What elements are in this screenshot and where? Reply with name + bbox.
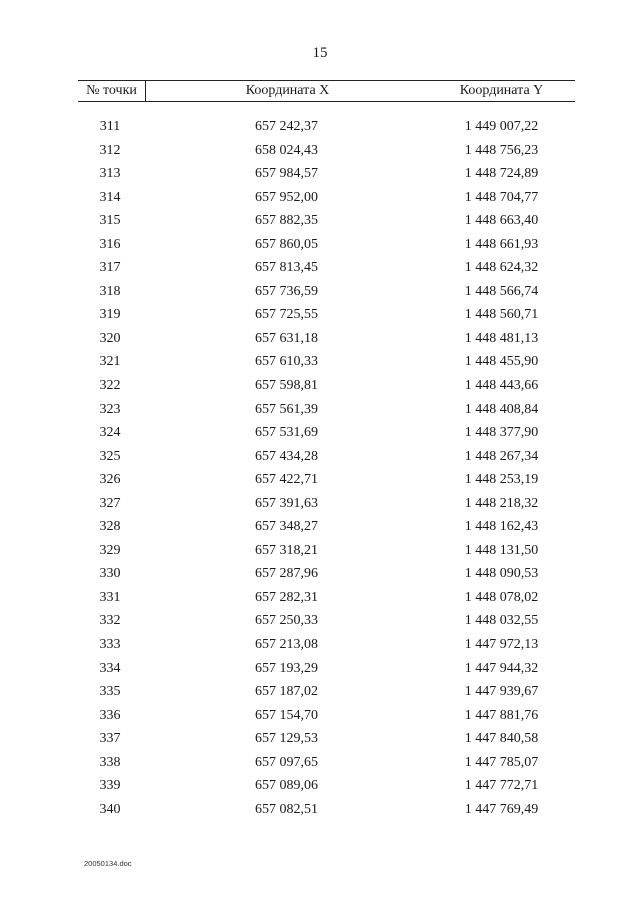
coordinate-y-cell: 1 448 663,40: [464, 213, 539, 229]
table-header: [78, 80, 575, 102]
point-number-cell: 331: [99, 589, 121, 605]
coordinate-x-cell: 657 129,53: [255, 731, 318, 747]
coordinate-y-cell: 1 448 560,71: [464, 307, 539, 323]
coordinate-y-cell: 1 448 704,77: [464, 189, 539, 205]
coordinate-x-cell: 657 282,31: [255, 589, 318, 605]
coordinates-table-body: [78, 115, 575, 821]
coordinate-y-cell: 1 448 566,74: [464, 283, 539, 299]
coordinate-x-cell: 657 348,27: [255, 519, 318, 535]
point-number-cell: 332: [99, 613, 121, 629]
point-number-cell: 327: [99, 495, 121, 511]
table-row: [78, 539, 575, 563]
coordinate-x-cell: 657 193,29: [255, 660, 318, 676]
table-row: [78, 798, 575, 822]
point-number-cell: 317: [99, 260, 121, 276]
coordinate-x-cell: 657 391,63: [255, 495, 318, 511]
table-row: [78, 468, 575, 492]
table-row: [78, 398, 575, 422]
coordinate-y-cell: 1 448 090,53: [464, 566, 539, 582]
coordinate-y-cell: 1 448 455,90: [464, 354, 539, 370]
coordinate-y-cell: 1 448 756,23: [464, 142, 539, 158]
table-row: [78, 774, 575, 798]
point-number-cell: 321: [99, 354, 121, 370]
table-row: [78, 186, 575, 210]
table-row: [78, 350, 575, 374]
coordinate-x-cell: 657 097,65: [255, 754, 318, 770]
coordinate-y-cell: 1 448 377,90: [464, 425, 539, 441]
table-row: [78, 445, 575, 469]
coordinate-y-cell: 1 447 944,32: [464, 660, 539, 676]
coordinate-y-cell: 1 449 007,22: [464, 119, 539, 134]
table-row: [78, 609, 575, 633]
table-row: [78, 280, 575, 304]
coordinate-x-cell: 657 422,71: [255, 472, 318, 488]
coordinate-y-cell: 1 448 162,43: [464, 519, 539, 535]
coordinate-x-cell: 657 610,33: [255, 354, 318, 370]
coordinate-x-cell: 657 531,69: [255, 425, 318, 441]
coordinate-x-cell: 657 631,18: [255, 330, 318, 346]
table-row: [78, 751, 575, 775]
coordinate-x-cell: 657 187,02: [255, 684, 318, 700]
point-number-cell: 325: [99, 448, 121, 464]
coordinate-x-cell: 657 860,05: [255, 236, 318, 252]
coordinate-x-cell: 657 813,45: [255, 260, 318, 276]
table-row: [78, 256, 575, 280]
coordinate-y-cell: 1 448 032,55: [464, 613, 539, 629]
coordinate-y-cell: 1 447 785,07: [464, 754, 539, 770]
coordinate-y-cell: 1 448 078,02: [464, 589, 539, 605]
table-row: [78, 727, 575, 751]
table-row: [78, 515, 575, 539]
table-row: [78, 492, 575, 516]
point-number-cell: 312: [99, 142, 121, 158]
header-coordinate-y: Координата Y: [459, 83, 544, 98]
table-row: [78, 209, 575, 233]
table-row: [78, 139, 575, 163]
point-number-cell: 337: [99, 731, 121, 747]
point-number-cell: 319: [99, 307, 121, 323]
coordinate-y-cell: 1 448 481,13: [464, 330, 539, 346]
coordinate-y-cell: 1 448 624,32: [464, 260, 539, 276]
point-number-cell: 334: [99, 660, 121, 676]
point-number-cell: 311: [99, 119, 121, 134]
coordinate-x-cell: 657 082,51: [255, 801, 318, 817]
point-number-cell: 324: [99, 425, 121, 441]
coordinate-y-cell: 1 447 939,67: [464, 684, 539, 700]
coordinate-x-cell: 657 561,39: [255, 401, 318, 417]
coordinate-y-cell: 1 447 972,13: [464, 637, 539, 653]
table-row: [78, 303, 575, 327]
table-row: [78, 327, 575, 351]
table-row: [78, 562, 575, 586]
coordinate-y-cell: 1 447 772,71: [464, 778, 539, 794]
coordinate-x-cell: 657 242,37: [255, 119, 318, 134]
coordinate-y-cell: 1 447 769,49: [464, 801, 539, 817]
coordinate-y-cell: 1 448 253,19: [464, 472, 539, 488]
point-number-cell: 338: [99, 754, 121, 770]
point-number-cell: 313: [99, 166, 121, 182]
point-number-cell: 336: [99, 707, 121, 723]
point-number-cell: 329: [99, 542, 121, 558]
coordinate-x-cell: 657 213,08: [255, 637, 318, 653]
point-number-cell: 320: [99, 330, 121, 346]
table-row: [78, 680, 575, 704]
coordinate-y-cell: 1 448 408,84: [464, 401, 539, 417]
table-row: [78, 586, 575, 610]
table-row: [78, 374, 575, 398]
coordinate-x-cell: 658 024,43: [255, 142, 318, 158]
coordinate-x-cell: 657 250,33: [255, 613, 318, 629]
point-number-cell: 323: [99, 401, 121, 417]
table-row: [78, 115, 575, 139]
table-row: [78, 657, 575, 681]
coordinate-x-cell: 657 736,59: [255, 283, 318, 299]
coordinate-x-cell: 657 089,06: [255, 778, 318, 794]
point-number-cell: 339: [99, 778, 121, 794]
point-number-cell: 330: [99, 566, 121, 582]
header-point-number: № точки: [86, 83, 137, 98]
coordinate-y-cell: 1 447 881,76: [464, 707, 539, 723]
coordinate-y-cell: 1 447 840,58: [464, 731, 539, 747]
coordinate-y-cell: 1 448 131,50: [464, 542, 539, 558]
point-number-cell: 328: [99, 519, 121, 535]
table-row: [78, 162, 575, 186]
coordinate-y-cell: 1 448 218,32: [464, 495, 539, 511]
coordinate-x-cell: 657 318,21: [255, 542, 318, 558]
coordinate-x-cell: 657 984,57: [255, 166, 318, 182]
point-number-cell: 340: [99, 801, 121, 817]
table-row: [78, 233, 575, 257]
coordinate-x-cell: 657 882,35: [255, 213, 318, 229]
point-number-cell: 335: [99, 684, 121, 700]
point-number-cell: 315: [99, 213, 121, 229]
point-number-cell: 326: [99, 472, 121, 488]
coordinate-x-cell: 657 725,55: [255, 307, 318, 323]
point-number-cell: 322: [99, 378, 121, 394]
point-number-cell: 314: [99, 189, 121, 205]
table-row: [78, 704, 575, 728]
header-coordinate-x: Координата X: [145, 81, 429, 101]
coordinate-x-cell: 657 434,28: [255, 448, 318, 464]
coordinate-x-cell: 657 154,70: [255, 707, 318, 723]
point-number-cell: 316: [99, 236, 121, 252]
coordinate-y-cell: 1 448 724,89: [464, 166, 539, 182]
coordinate-y-cell: 1 448 661,93: [464, 236, 539, 252]
point-number-cell: 333: [99, 637, 121, 653]
coordinate-x-cell: 657 952,00: [255, 189, 318, 205]
table-row: [78, 421, 575, 445]
footer-filename: 20050134.doc: [84, 859, 132, 868]
point-number-cell: 318: [99, 283, 121, 299]
coordinate-x-cell: 657 598,81: [255, 378, 318, 394]
coordinate-y-cell: 1 448 443,66: [464, 378, 539, 394]
coordinate-y-cell: 1 448 267,34: [464, 448, 539, 464]
table-row: [78, 633, 575, 657]
page-number: 15: [312, 45, 328, 61]
coordinate-x-cell: 657 287,96: [255, 566, 318, 582]
